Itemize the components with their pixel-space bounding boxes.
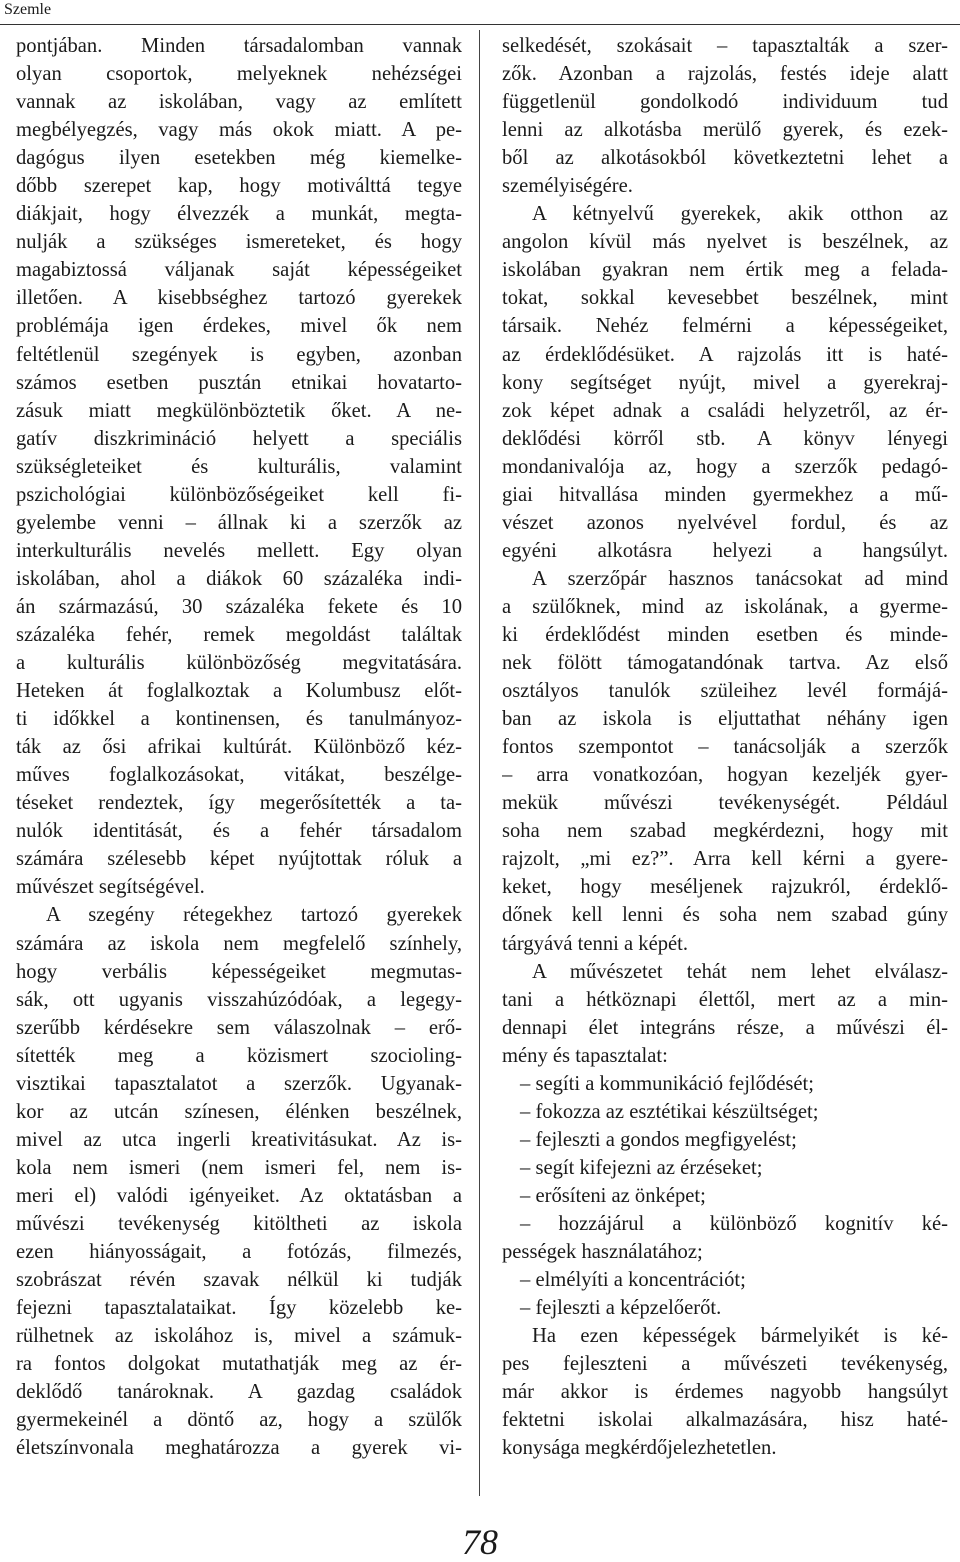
- text-line: A kétnyelvű gyerekek, akik otthon az: [532, 203, 948, 226]
- text-line: – fejleszti a gondos megfigyelést;: [520, 1128, 797, 1151]
- text-line: már akkor is érdemes nagyobb hangsúlyt: [502, 1381, 948, 1404]
- text-line: kor az utcán színesen, élénken beszélnek,: [16, 1100, 462, 1123]
- text-line: tani a hétköznapi élettől, mert az a min-: [502, 988, 948, 1011]
- text-line: sítették meg a közismert szocioling-: [16, 1044, 462, 1067]
- text-line: – segít kifejezni az érzéseket;: [520, 1156, 763, 1179]
- text-line: fontos szempontot – tanácsolják a szerzők: [502, 736, 948, 759]
- text-line: fektetni iskolai alkalmazására, hisz haté-: [502, 1409, 948, 1432]
- text-line: gyermekeinél a döntő az, hogy a szülők: [16, 1409, 462, 1432]
- text-line: mivel az utca ingerli kreativitásukat. Az is-: [16, 1128, 462, 1151]
- text-line: – fokozza az esztétikai készültséget;: [520, 1100, 819, 1123]
- text-line: tárgyává tenni a képét.: [502, 932, 689, 955]
- text-line: pes fejleszteni a művészeti tevékenység,: [502, 1353, 948, 1376]
- text-line: nek fölött támogatandónak tartva. Az első: [502, 652, 948, 675]
- text-line: zők. Azonban a rajzolás, festés ideje alatt: [502, 63, 948, 86]
- text-line: deklődési körről stb. A könyv lényegi: [502, 427, 948, 450]
- text-line: mondanivalója az, hogy a szerzők pedagó-: [502, 455, 948, 478]
- text-line: ti időkkel a kontinensen, és tanulmányoz-: [16, 708, 462, 731]
- text-line: giai hitvallása minden gyermekhez a mű-: [502, 483, 948, 506]
- text-line: A művészetet tehát nem lehet elválasz-: [532, 960, 948, 983]
- text-line: ban az iskola is eljuttathat néhány igen: [502, 708, 948, 731]
- text-line: pszichológiai különbözőségeiket kell fi-: [16, 483, 462, 506]
- header-rule: [0, 24, 960, 25]
- text-line: diákjait, hogy élvezzék a munkát, megta-: [16, 203, 462, 226]
- text-line: fejezni tapasztalataikat. Így közelebb ke-: [16, 1297, 462, 1320]
- text-line: életszínvonala meghatározza a gyerek vi-: [16, 1437, 462, 1460]
- text-line: dennapi élet integráns része, a művészi él-: [502, 1016, 948, 1039]
- text-line: sák, ott ugyanis visszahúzódóak, a legegy-: [16, 988, 462, 1011]
- text-line: műves foglalkozásokat, vitákat, beszélge-: [16, 764, 462, 787]
- text-line: az érdeklődésüket. A rajzolás itt is haté-: [502, 343, 948, 366]
- text-line: ták az ősi afrikai kultúrát. Különböző kéz-: [16, 736, 462, 759]
- text-line: a kulturális különbözőség megvitatására.: [16, 652, 462, 675]
- text-line: megbélyegzés, vagy más okok miatt. A pe-: [16, 119, 462, 142]
- text-line: függetlenül gondolkodó individuum tud: [502, 91, 948, 114]
- text-line: – erősíteni az önképet;: [520, 1184, 706, 1207]
- text-line: – segíti a kommunikáció fejlődését;: [520, 1072, 814, 1095]
- text-line: meri el) valódi igényeiket. Az oktatásban a: [16, 1184, 462, 1207]
- text-line: hogy verbális képességeiket megmutas-: [16, 960, 462, 983]
- text-line: angolon kívül más nyelvet is beszélnek, az: [502, 231, 948, 254]
- text-line: dőbb szerepet kap, hogy motiválttá tegye: [16, 175, 462, 198]
- text-line: interkulturális nevelés mellett. Egy olyan: [16, 539, 462, 562]
- text-line: – arra vonatkozóan, hogyan kezeljék gyer-: [502, 764, 948, 787]
- text-line: – hozzájárul a különböző kognitív ké-: [520, 1212, 948, 1235]
- text-line: társaik. Nehéz felmérni a képességeiket,: [502, 315, 948, 338]
- text-line: – elmélyíti a koncentrációt;: [520, 1269, 746, 1292]
- text-line: kony segítséget nyújt, mivel a gyerekraj-: [502, 371, 948, 394]
- text-line: keket, hogy meséljenek rajzukról, érdeklő-: [502, 876, 948, 899]
- text-line: számára szélesebb képet nyújtottak róluk a: [16, 848, 462, 871]
- text-line: dagógus ilyen esetekben még kiemelke-: [16, 147, 462, 170]
- text-line: tokat, sokkal kevesebbet beszélnek, mint: [502, 287, 948, 310]
- text-line: deklődő tanároknak. A gazdag családok: [16, 1381, 462, 1404]
- text-line: gatív diszkrimináció helyett a speciális: [16, 427, 462, 450]
- text-line: zásuk miatt megkülönböztetik őket. A ne-: [16, 399, 462, 422]
- text-line: ből az alkotásokból következtetni lehet a: [502, 147, 948, 170]
- text-line: mekük művészi tevékenységét. Például: [502, 792, 948, 815]
- text-line: lenni az alkotásba merülő gyerek, és ezek-: [502, 119, 948, 142]
- text-line: dőnek kell lenni és soha nem szabad gúny: [502, 904, 948, 927]
- text-line: művészi tevékenység kitöltheti az iskola: [16, 1212, 462, 1235]
- right-text-column: [502, 32, 948, 1462]
- text-line: visztikai tapasztalatot a szerzők. Ugyanak-: [16, 1072, 462, 1095]
- text-line: A szerzőpár hasznos tanácsokat ad mind: [532, 567, 948, 590]
- text-line: – fejleszti a képzelőerőt.: [520, 1297, 722, 1320]
- text-line: a szülőknek, mind az iskolának, a gyerme-: [502, 595, 948, 618]
- text-line: egyéni alkotásra helyezi a hangsúlyt.: [502, 539, 948, 562]
- text-line: szükségleteiket és kulturális, valamint: [16, 455, 462, 478]
- text-line: ezen hiányosságait, a fotózás, filmezés,: [16, 1241, 462, 1264]
- text-line: selkedését, szokásait – tapasztalták a szer-: [502, 35, 948, 57]
- text-line: olyan csoportok, melyeknek nehézségei: [16, 63, 462, 86]
- text-line: illetően. A kisebbséghez tartozó gyerekek: [16, 287, 462, 310]
- text-line: ki érdeklődést minden esetben és minde-: [502, 623, 948, 646]
- text-line: mény és tapasztalat:: [502, 1044, 668, 1067]
- text-line: személyiségére.: [502, 175, 633, 198]
- text-line: problémája igen érdekes, mivel ők nem: [16, 315, 462, 338]
- text-line: pességek használatához;: [502, 1241, 703, 1264]
- text-line: osztályos tanulók szüleihez levél formájá-: [502, 680, 948, 703]
- text-line: számára az iskola nem megfelelő színhely,: [16, 932, 462, 955]
- text-line: gyelembe venni – állnak ki a szerzők az: [16, 511, 462, 534]
- text-line: Ha ezen képességek bármelyikét is ké-: [532, 1325, 948, 1348]
- text-line: szobrászat révén szavak nélkül ki tudják: [16, 1269, 462, 1292]
- text-line: téseket rendeztek, így megerősítették a ta-: [16, 792, 462, 815]
- text-line: vészet azonos nyelvével fordul, és az: [502, 511, 948, 534]
- text-line: feltétlenül szegények is egyben, azonban: [16, 343, 462, 366]
- text-line: rajzolt, „mi ez?”. Arra kell kérni a gyere-: [502, 848, 948, 871]
- text-line: A szegény rétegekhez tartozó gyerekek: [46, 904, 462, 927]
- text-line: kola nem ismeri (nem ismeri fel, nem is-: [16, 1156, 462, 1179]
- text-line: szerűbb kérdésekre sem válaszolnak – erő-: [16, 1016, 462, 1039]
- text-line: iskolában gyakran nem értik meg a felada-: [502, 259, 948, 282]
- text-line: művészet segítségével.: [16, 876, 205, 899]
- text-line: konysága megkérdőjelezhetetlen.: [502, 1437, 777, 1460]
- column-divider: [479, 30, 480, 1496]
- text-line: pontjában. Minden társadalomban vannak: [16, 35, 462, 57]
- text-line: nulók identitását, és a fehér társadalom: [16, 820, 462, 843]
- running-header: Szemle: [4, 1, 52, 18]
- text-line: soha nem szabad megkérdezni, hogy mit: [502, 820, 948, 843]
- text-line: vannak az iskolában, vagy az említett: [16, 91, 462, 114]
- left-text-column: [16, 32, 462, 1462]
- page-number: 78: [462, 1522, 498, 1562]
- text-line: ra fontos dolgokat mutathatják meg az ér-: [16, 1353, 462, 1376]
- text-line: nulják a szükséges ismereteket, és hogy: [16, 231, 462, 254]
- text-line: rülhetnek az iskolához is, mivel a számuk-: [16, 1325, 462, 1348]
- text-line: iskolában, ahol a diákok 60 százaléka indi-: [16, 567, 462, 590]
- text-line: án származású, 30 százaléka fekete és 10: [16, 595, 462, 618]
- text-line: zok képet adnak a családi helyzetről, az ér-: [502, 399, 948, 422]
- text-line: százaléka fehér, remek megoldást találtak: [16, 623, 462, 646]
- text-line: számos esetben pusztán etnikai hovatarto-: [16, 371, 462, 394]
- text-line: Heteken át foglalkoztak a Kolumbusz előt-: [16, 680, 462, 703]
- text-line: magabiztossá váljanak saját képességeiket: [16, 259, 462, 282]
